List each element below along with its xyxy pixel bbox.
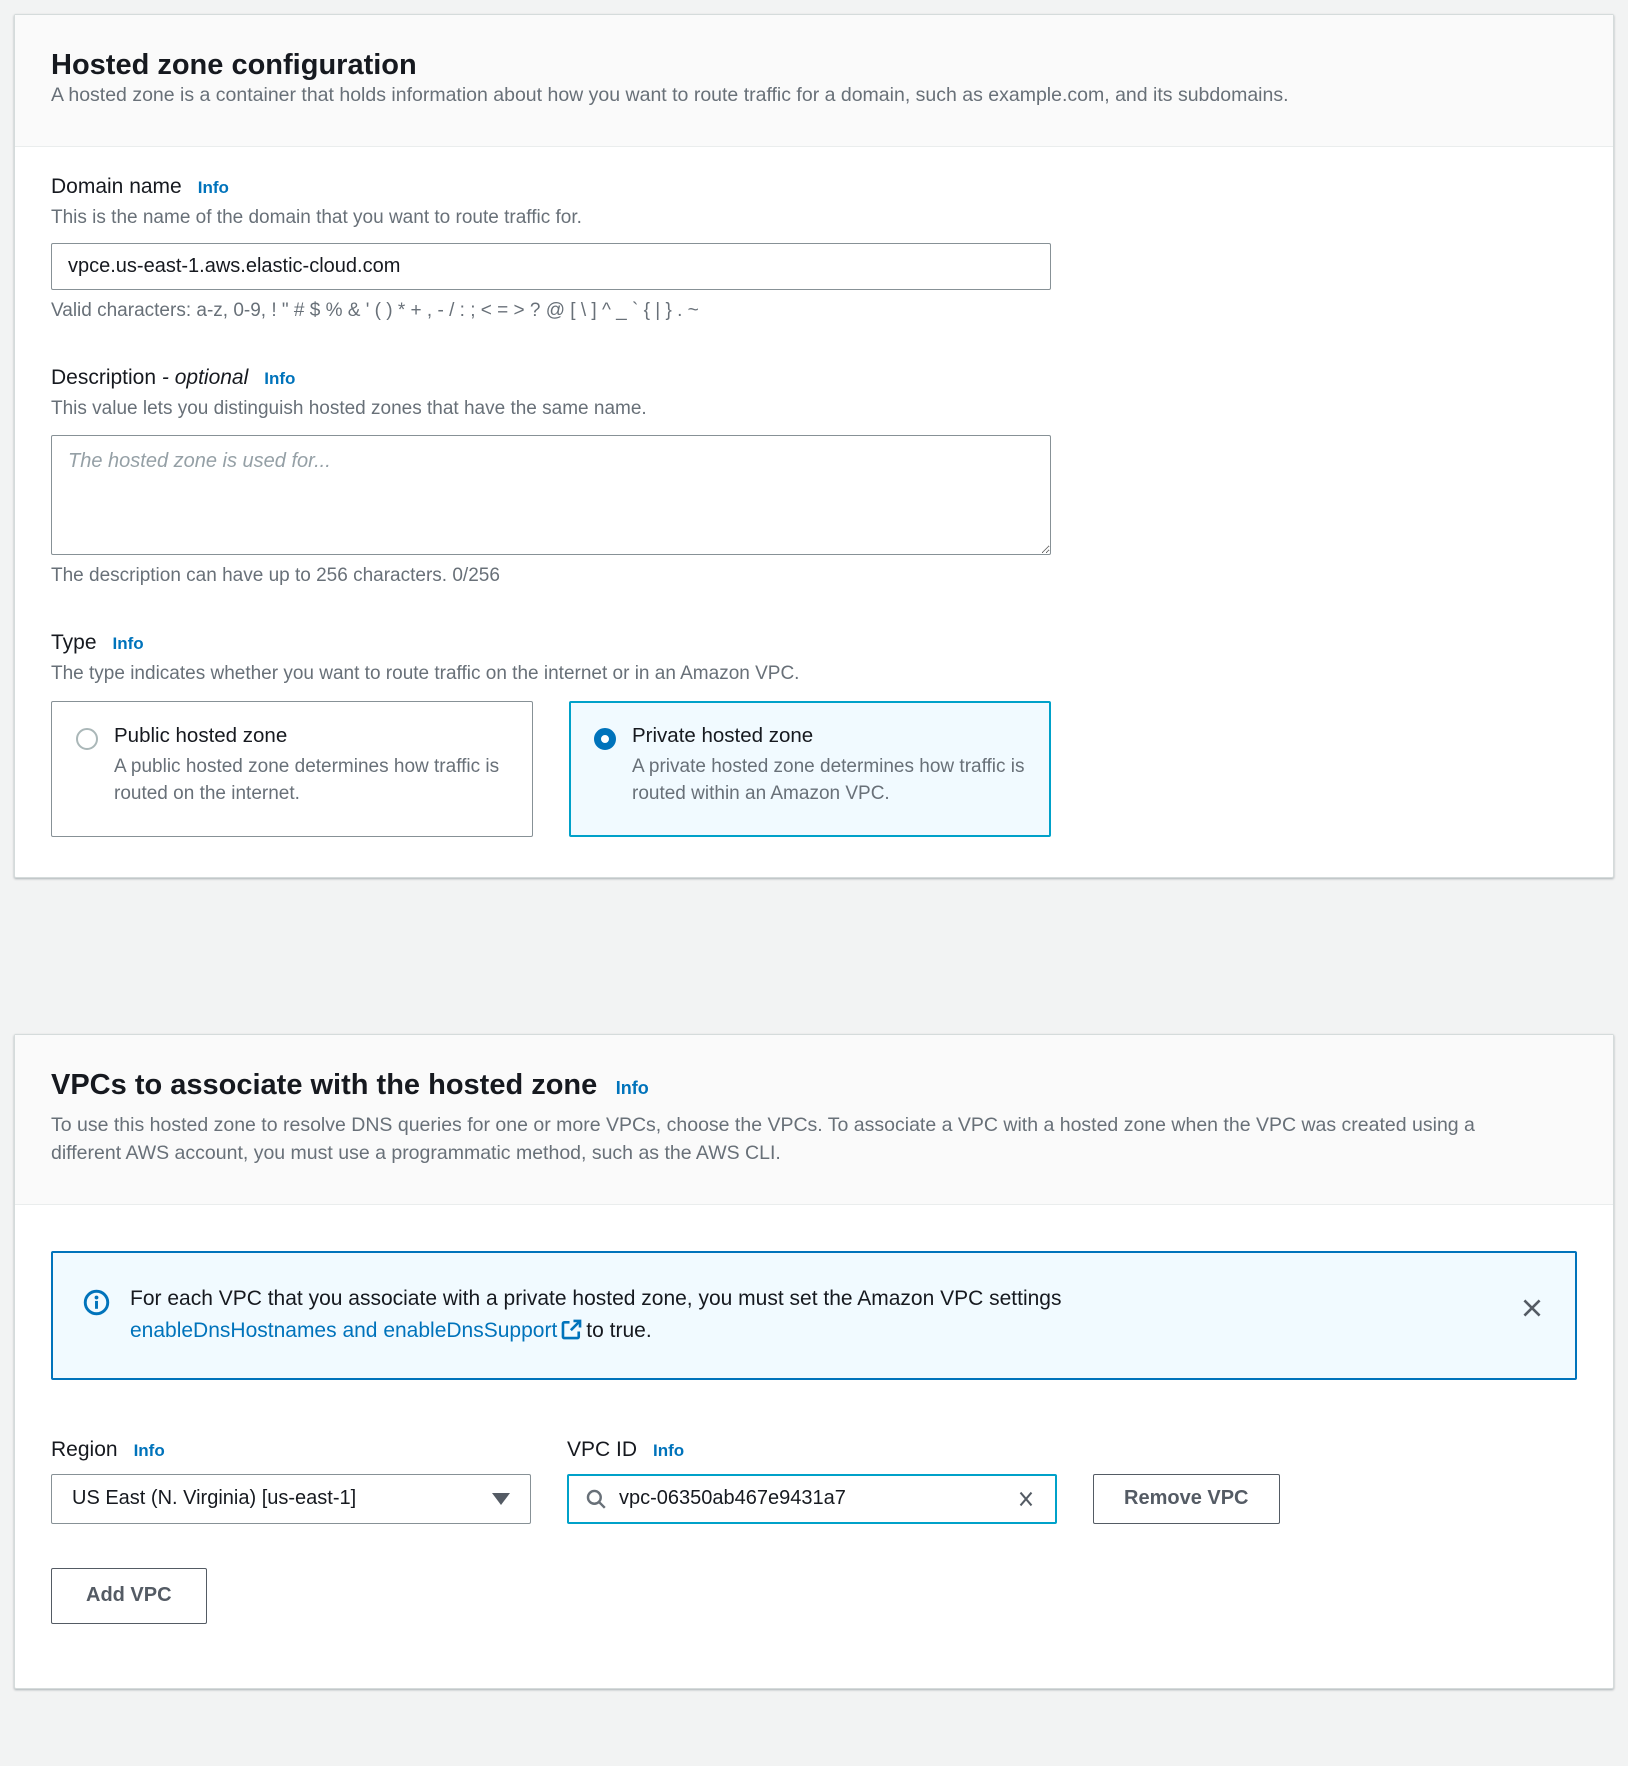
alert-line-1: For each VPC that you associate with a private hosted zone, you must set the Amazon VPC settings bbox=[130, 1286, 1062, 1310]
close-icon[interactable] bbox=[1515, 1291, 1549, 1325]
public-hosted-zone-option[interactable] bbox=[51, 701, 533, 837]
vpc-id-column bbox=[567, 1438, 1057, 1524]
vpc-card-info-link[interactable]: Info bbox=[615, 1078, 649, 1099]
info-circle-icon bbox=[83, 1289, 110, 1316]
vpc-id-info-link[interactable]: Info bbox=[653, 1440, 685, 1460]
vpc-association-card bbox=[14, 1034, 1614, 1688]
private-hosted-zone-label: Private hosted zone bbox=[632, 724, 814, 748]
alert-line-2 bbox=[130, 1315, 1062, 1348]
vpc-id-value: vpc-06350ab467e9431a7 bbox=[619, 1487, 846, 1510]
region-label: Region bbox=[51, 1437, 118, 1461]
region-column bbox=[51, 1438, 531, 1524]
hosted-zone-configuration-card bbox=[14, 14, 1614, 878]
domain-name-constraint: Valid characters: a-z, 0-9, ! " # $ % & ' ( ) * + , - / : ; < = > ? @ [ \ ] ^ _ ` { | } . ~ bbox=[51, 300, 699, 322]
alert-line-2-tail: to true. bbox=[586, 1319, 652, 1343]
hosted-zone-card-header bbox=[15, 15, 1613, 147]
hosted-zone-card-description: A hosted zone is a container that holds information about how you want to route traffic for a domain, such as example.com, and its subdomains. bbox=[51, 84, 1289, 106]
domain-name-input[interactable] bbox=[51, 243, 1051, 290]
region-select-value: US East (N. Virginia) [us-east-1] bbox=[72, 1487, 357, 1510]
private-hosted-zone-option[interactable] bbox=[569, 701, 1051, 837]
description-helper: This value lets you distinguish hosted zones that have the same name. bbox=[51, 398, 647, 420]
radio-unselected-icon bbox=[76, 728, 98, 750]
vpc-card-body bbox=[15, 1205, 1613, 1688]
public-hosted-zone-label: Public hosted zone bbox=[114, 724, 288, 748]
search-icon bbox=[585, 1488, 607, 1510]
vpc-card-title: VPCs to associate with the hosted zone bbox=[51, 1069, 598, 1102]
add-vpc-button[interactable]: Add VPC bbox=[51, 1568, 207, 1624]
hosted-zone-card-body bbox=[15, 147, 1613, 878]
description-info-link[interactable]: Info bbox=[264, 369, 296, 389]
description-textarea[interactable] bbox=[51, 435, 1051, 555]
external-link-icon[interactable] bbox=[561, 1319, 582, 1340]
domain-name-label: Domain name bbox=[51, 174, 182, 198]
vpc-card-description: To use this hosted zone to resolve DNS queries for one or more VPCs, choose the VPCs. To associate a VPC with a hosted zone when the VPC was created using a different AWS account, you must use a programmatic method, such as the AWS CLI. bbox=[51, 1114, 1475, 1165]
domain-name-helper: This is the name of the domain that you want to route traffic for. bbox=[51, 206, 582, 228]
vpc-id-input[interactable] bbox=[567, 1474, 1057, 1524]
description-label: Description - optional bbox=[51, 366, 249, 390]
vpc-card-header bbox=[15, 1035, 1613, 1204]
region-select[interactable] bbox=[51, 1474, 531, 1524]
radio-selected-icon bbox=[594, 728, 616, 750]
description-optional-suffix: - optional bbox=[161, 366, 249, 390]
remove-vpc-button[interactable]: Remove VPC bbox=[1093, 1474, 1280, 1524]
public-hosted-zone-description: A public hosted zone determines how traffic is routed on the internet. bbox=[114, 756, 500, 805]
type-helper: The type indicates whether you want to route traffic on the internet or in an Amazon VPC. bbox=[51, 662, 800, 684]
type-options bbox=[51, 701, 1577, 837]
info-alert bbox=[51, 1251, 1577, 1380]
vpc-id-label: VPC ID bbox=[567, 1437, 638, 1461]
enable-dns-link[interactable]: enableDnsHostnames and enableDnsSupport bbox=[130, 1319, 558, 1343]
type-info-link[interactable]: Info bbox=[112, 633, 144, 653]
alert-text bbox=[130, 1283, 1062, 1348]
private-hosted-zone-description: A private hosted zone determines how traffic is routed within an Amazon VPC. bbox=[632, 756, 1025, 805]
clear-icon[interactable] bbox=[1013, 1486, 1039, 1512]
domain-name-field bbox=[51, 175, 1577, 323]
description-constraint: The description can have up to 256 characters. 0/256 bbox=[51, 564, 500, 586]
vpc-fields-row bbox=[51, 1438, 1577, 1524]
type-label: Type bbox=[51, 630, 97, 654]
region-info-link[interactable]: Info bbox=[133, 1440, 165, 1460]
domain-name-info-link[interactable]: Info bbox=[197, 177, 229, 197]
type-field bbox=[51, 631, 1577, 838]
description-field bbox=[51, 366, 1577, 587]
caret-down-icon bbox=[492, 1493, 510, 1505]
hosted-zone-card-title: Hosted zone configuration bbox=[51, 49, 417, 81]
